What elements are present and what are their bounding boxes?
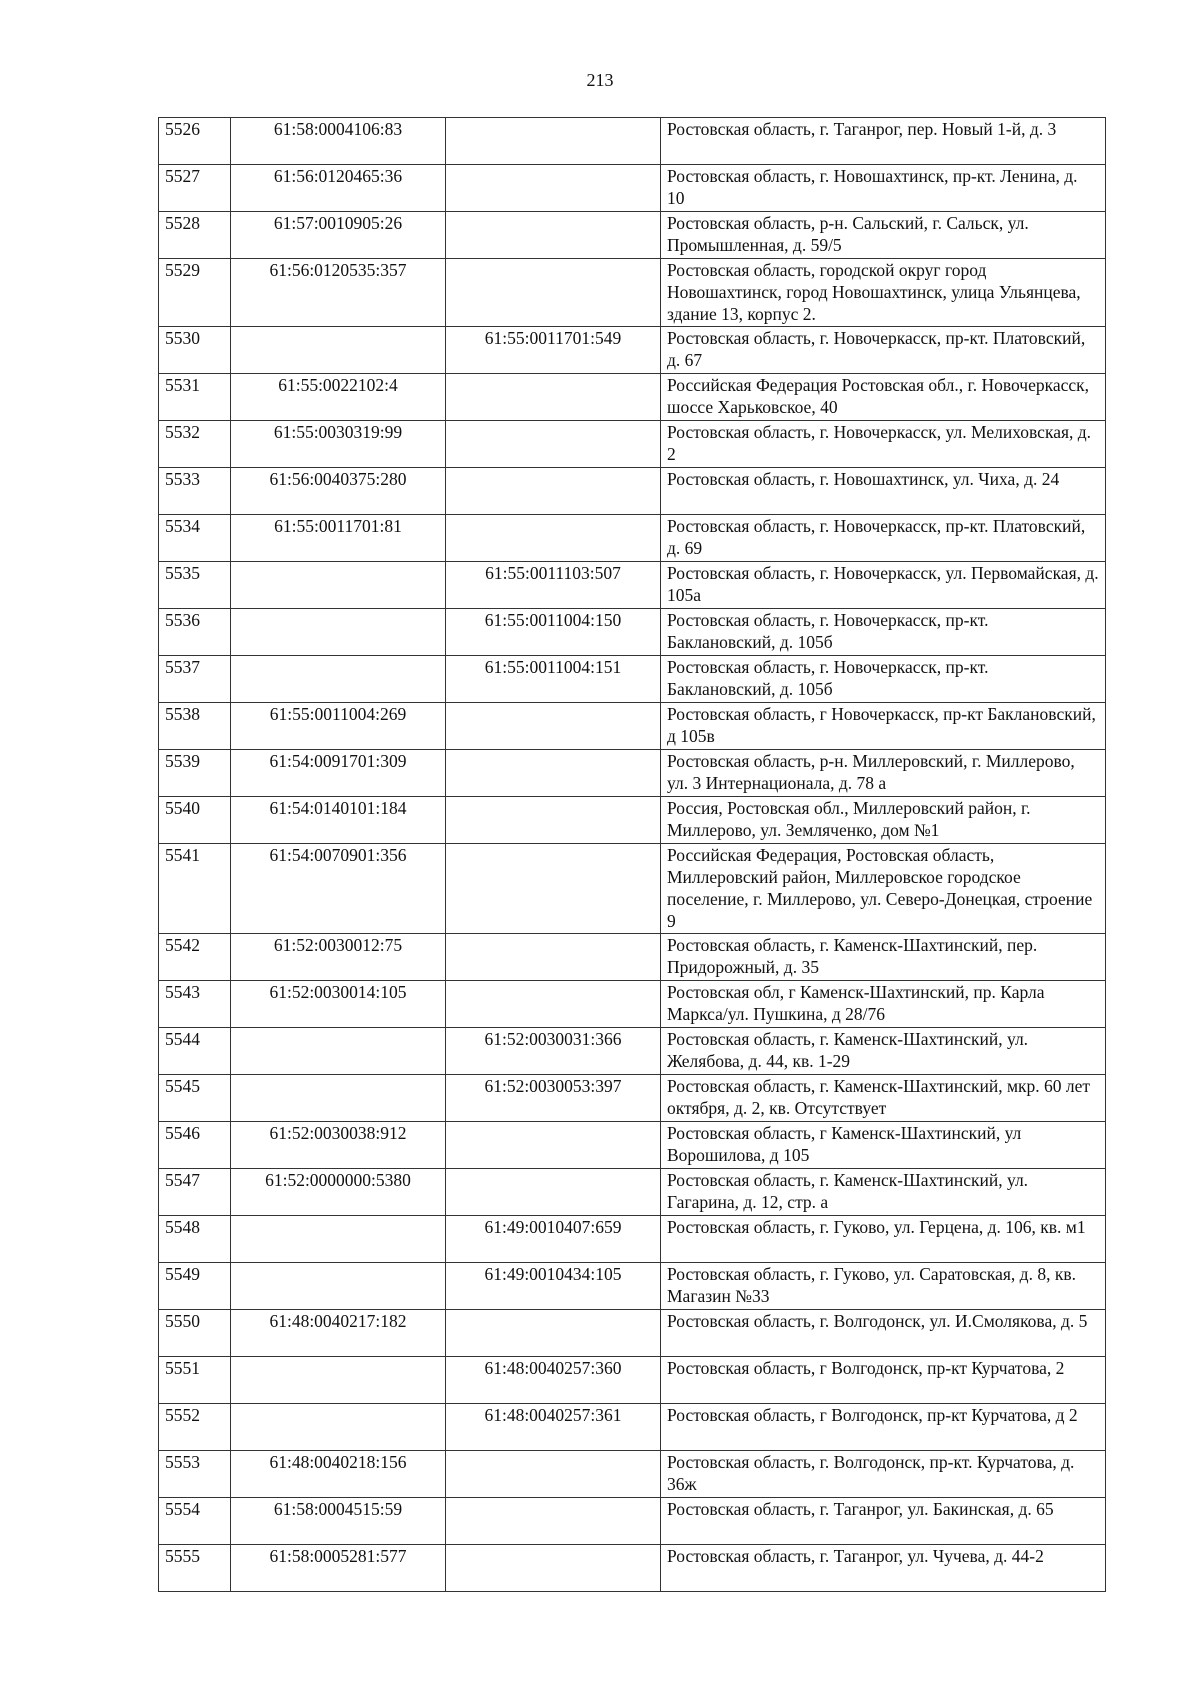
row-number-cell: 5547 <box>159 1169 231 1216</box>
address-cell: Ростовская область, г. Новочеркасск, ул. Первомайская, д. 105а <box>661 562 1106 609</box>
building-cadastral-number-cell <box>446 844 661 934</box>
address-cell: Ростовская обл, г Каменск-Шахтинский, пр. Карла Маркса/ул. Пушкина, д 28/76 <box>661 981 1106 1028</box>
table-row <box>159 421 1106 468</box>
table-row <box>159 1404 1106 1451</box>
address-cell: Ростовская область, г. Каменск-Шахтинский, пер. Придорожный, д. 35 <box>661 934 1106 981</box>
address-cell: Ростовская область, г. Каменск-Шахтинский, ул. Желябова, д. 44, кв. 1-29 <box>661 1028 1106 1075</box>
address-cell: Ростовская область, г Волгодонск, пр-кт Курчатова, д 2 <box>661 1404 1106 1451</box>
table-row <box>159 797 1106 844</box>
building-cadastral-number-cell: 61:52:0030031:366 <box>446 1028 661 1075</box>
table-row <box>159 1216 1106 1263</box>
building-cadastral-number-cell <box>446 1122 661 1169</box>
building-cadastral-number-cell <box>446 934 661 981</box>
cadastral-number-cell: 61:52:0030014:105 <box>231 981 446 1028</box>
address-cell: Ростовская область, г. Таганрог, ул. Чучева, д. 44-2 <box>661 1545 1106 1592</box>
building-cadastral-number-cell: 61:55:0011103:507 <box>446 562 661 609</box>
table-row <box>159 1545 1106 1592</box>
cadastral-number-cell: 61:57:0010905:26 <box>231 212 446 259</box>
building-cadastral-number-cell <box>446 981 661 1028</box>
cadastral-number-cell <box>231 609 446 656</box>
row-number-cell: 5536 <box>159 609 231 656</box>
address-cell: Ростовская область, г. Новошахтинск, ул. Чиха, д. 24 <box>661 468 1106 515</box>
address-cell: Ростовская область, г. Новочеркасск, ул. Мелиховская, д. 2 <box>661 421 1106 468</box>
building-cadastral-number-cell <box>446 750 661 797</box>
row-number-cell: 5534 <box>159 515 231 562</box>
cadastral-number-cell <box>231 327 446 374</box>
cadastral-number-cell <box>231 1028 446 1075</box>
row-number-cell: 5539 <box>159 750 231 797</box>
row-number-cell: 5544 <box>159 1028 231 1075</box>
row-number-cell: 5554 <box>159 1498 231 1545</box>
table-row <box>159 374 1106 421</box>
address-cell: Российская Федерация, Ростовская область, Миллеровский район, Миллеровское городское поселение, г. Миллерово, ул. Северо-Донецкая, строение 9 <box>661 844 1106 934</box>
table-row <box>159 165 1106 212</box>
row-number-cell: 5553 <box>159 1451 231 1498</box>
row-number-cell: 5538 <box>159 703 231 750</box>
table-row <box>159 934 1106 981</box>
address-cell: Ростовская область, р-н. Миллеровский, г. Миллерово, ул. 3 Интернационала, д. 78 а <box>661 750 1106 797</box>
table-row <box>159 259 1106 327</box>
building-cadastral-number-cell <box>446 1545 661 1592</box>
table-row <box>159 1122 1106 1169</box>
table-row <box>159 1451 1106 1498</box>
building-cadastral-number-cell: 61:55:0011004:151 <box>446 656 661 703</box>
row-number-cell: 5541 <box>159 844 231 934</box>
table-row <box>159 515 1106 562</box>
row-number-cell: 5546 <box>159 1122 231 1169</box>
cadastral-number-cell <box>231 656 446 703</box>
building-cadastral-number-cell <box>446 421 661 468</box>
address-cell: Ростовская область, г. Гуково, ул. Саратовская, д. 8, кв. Магазин №33 <box>661 1263 1106 1310</box>
row-number-cell: 5555 <box>159 1545 231 1592</box>
cadastral-number-cell: 61:54:0091701:309 <box>231 750 446 797</box>
table-row <box>159 844 1106 934</box>
row-number-cell: 5550 <box>159 1310 231 1357</box>
cadastral-number-cell: 61:55:0011701:81 <box>231 515 446 562</box>
table-row <box>159 1075 1106 1122</box>
address-cell: Ростовская область, г Волгодонск, пр-кт Курчатова, 2 <box>661 1357 1106 1404</box>
table-row <box>159 1498 1106 1545</box>
cadastral-number-cell: 61:48:0040218:156 <box>231 1451 446 1498</box>
address-cell: Ростовская область, р-н. Сальский, г. Сальск, ул. Промышленная, д. 59/5 <box>661 212 1106 259</box>
cadastral-number-cell: 61:52:0000000:5380 <box>231 1169 446 1216</box>
address-cell: Россия, Ростовская обл., Миллеровский район, г. Миллерово, ул. Земляченко, дом №1 <box>661 797 1106 844</box>
property-registry-table <box>158 117 1106 1592</box>
cadastral-number-cell: 61:48:0040217:182 <box>231 1310 446 1357</box>
row-number-cell: 5552 <box>159 1404 231 1451</box>
cadastral-number-cell: 61:56:0040375:280 <box>231 468 446 515</box>
cadastral-number-cell: 61:52:0030038:912 <box>231 1122 446 1169</box>
row-number-cell: 5528 <box>159 212 231 259</box>
table-row <box>159 1028 1106 1075</box>
table-row <box>159 703 1106 750</box>
address-cell: Ростовская область, г. Каменск-Шахтинский, мкр. 60 лет октября, д. 2, кв. Отсутствует <box>661 1075 1106 1122</box>
row-number-cell: 5531 <box>159 374 231 421</box>
row-number-cell: 5542 <box>159 934 231 981</box>
building-cadastral-number-cell <box>446 1310 661 1357</box>
table-row <box>159 1263 1106 1310</box>
address-cell: Ростовская область, г. Таганрог, ул. Бакинская, д. 65 <box>661 1498 1106 1545</box>
building-cadastral-number-cell <box>446 515 661 562</box>
cadastral-number-cell: 61:58:0004106:83 <box>231 118 446 165</box>
address-cell: Ростовская область, г. Гуково, ул. Герцена, д. 106, кв. м1 <box>661 1216 1106 1263</box>
row-number-cell: 5530 <box>159 327 231 374</box>
row-number-cell: 5548 <box>159 1216 231 1263</box>
cadastral-number-cell <box>231 1075 446 1122</box>
building-cadastral-number-cell: 61:55:0011004:150 <box>446 609 661 656</box>
address-cell: Ростовская область, г. Новочеркасск, пр-кт. Платовский, д. 67 <box>661 327 1106 374</box>
cadastral-number-cell: 61:55:0011004:269 <box>231 703 446 750</box>
address-cell: Ростовская область, г. Волгодонск, пр-кт. Курчатова, д. 36ж <box>661 1451 1106 1498</box>
building-cadastral-number-cell <box>446 1451 661 1498</box>
row-number-cell: 5533 <box>159 468 231 515</box>
building-cadastral-number-cell <box>446 1498 661 1545</box>
row-number-cell: 5529 <box>159 259 231 327</box>
cadastral-number-cell <box>231 1263 446 1310</box>
row-number-cell: 5527 <box>159 165 231 212</box>
cadastral-number-cell <box>231 1357 446 1404</box>
row-number-cell: 5537 <box>159 656 231 703</box>
address-cell: Ростовская область, г. Новочеркасск, пр-кт. Платовский, д. 69 <box>661 515 1106 562</box>
page-number: 213 <box>586 70 614 90</box>
building-cadastral-number-cell: 61:52:0030053:397 <box>446 1075 661 1122</box>
table-row <box>159 750 1106 797</box>
address-cell: Российская Федерация Ростовская обл., г. Новочеркасск, шоссе Харьковское, 40 <box>661 374 1106 421</box>
building-cadastral-number-cell <box>446 118 661 165</box>
address-cell: Ростовская область, г Новочеркасск, пр-кт Баклановский, д 105в <box>661 703 1106 750</box>
building-cadastral-number-cell <box>446 212 661 259</box>
address-cell: Ростовская область, г. Волгодонск, ул. И.Смолякова, д. 5 <box>661 1310 1106 1357</box>
building-cadastral-number-cell: 61:48:0040257:360 <box>446 1357 661 1404</box>
table-row <box>159 1357 1106 1404</box>
address-cell: Ростовская область, г. Таганрог, пер. Новый 1-й, д. 3 <box>661 118 1106 165</box>
cadastral-number-cell: 61:58:0004515:59 <box>231 1498 446 1545</box>
cadastral-number-cell: 61:55:0030319:99 <box>231 421 446 468</box>
address-cell: Ростовская область, г. Новочеркасск, пр-кт. Баклановский, д. 105б <box>661 609 1106 656</box>
building-cadastral-number-cell: 61:55:0011701:549 <box>446 327 661 374</box>
table-row <box>159 468 1106 515</box>
address-cell: Ростовская область, г. Новочеркасск, пр-кт. Баклановский, д. 105б <box>661 656 1106 703</box>
cadastral-number-cell <box>231 1216 446 1263</box>
address-cell: Ростовская область, г. Каменск-Шахтинский, ул. Гагарина, д. 12, стр. а <box>661 1169 1106 1216</box>
building-cadastral-number-cell <box>446 1169 661 1216</box>
cadastral-number-cell <box>231 562 446 609</box>
table-body <box>159 118 1106 1592</box>
table-row <box>159 212 1106 259</box>
row-number-cell: 5526 <box>159 118 231 165</box>
building-cadastral-number-cell <box>446 468 661 515</box>
cadastral-number-cell: 61:52:0030012:75 <box>231 934 446 981</box>
cadastral-number-cell: 61:56:0120535:357 <box>231 259 446 327</box>
building-cadastral-number-cell: 61:48:0040257:361 <box>446 1404 661 1451</box>
row-number-cell: 5543 <box>159 981 231 1028</box>
row-number-cell: 5535 <box>159 562 231 609</box>
cadastral-number-cell: 61:55:0022102:4 <box>231 374 446 421</box>
building-cadastral-number-cell: 61:49:0010434:105 <box>446 1263 661 1310</box>
address-cell: Ростовская область, г Каменск-Шахтинский, ул Ворошилова, д 105 <box>661 1122 1106 1169</box>
address-cell: Ростовская область, г. Новошахтинск, пр-кт. Ленина, д. 10 <box>661 165 1106 212</box>
cadastral-number-cell <box>231 1404 446 1451</box>
table-row <box>159 327 1106 374</box>
row-number-cell: 5551 <box>159 1357 231 1404</box>
table-row <box>159 656 1106 703</box>
cadastral-number-cell: 61:54:0140101:184 <box>231 797 446 844</box>
row-number-cell: 5545 <box>159 1075 231 1122</box>
table-row <box>159 609 1106 656</box>
address-cell: Ростовская область, городской округ город Новошахтинск, город Новошахтинск, улица Ульянцева, здание 13, корпус 2. <box>661 259 1106 327</box>
building-cadastral-number-cell <box>446 703 661 750</box>
row-number-cell: 5549 <box>159 1263 231 1310</box>
cadastral-number-cell: 61:56:0120465:36 <box>231 165 446 212</box>
building-cadastral-number-cell: 61:49:0010407:659 <box>446 1216 661 1263</box>
cadastral-number-cell: 61:58:0005281:577 <box>231 1545 446 1592</box>
row-number-cell: 5532 <box>159 421 231 468</box>
table-row <box>159 1169 1106 1216</box>
table-row <box>159 981 1106 1028</box>
building-cadastral-number-cell <box>446 165 661 212</box>
table-row <box>159 118 1106 165</box>
table-row <box>159 562 1106 609</box>
cadastral-number-cell: 61:54:0070901:356 <box>231 844 446 934</box>
building-cadastral-number-cell <box>446 259 661 327</box>
row-number-cell: 5540 <box>159 797 231 844</box>
building-cadastral-number-cell <box>446 374 661 421</box>
building-cadastral-number-cell <box>446 797 661 844</box>
table-row <box>159 1310 1106 1357</box>
